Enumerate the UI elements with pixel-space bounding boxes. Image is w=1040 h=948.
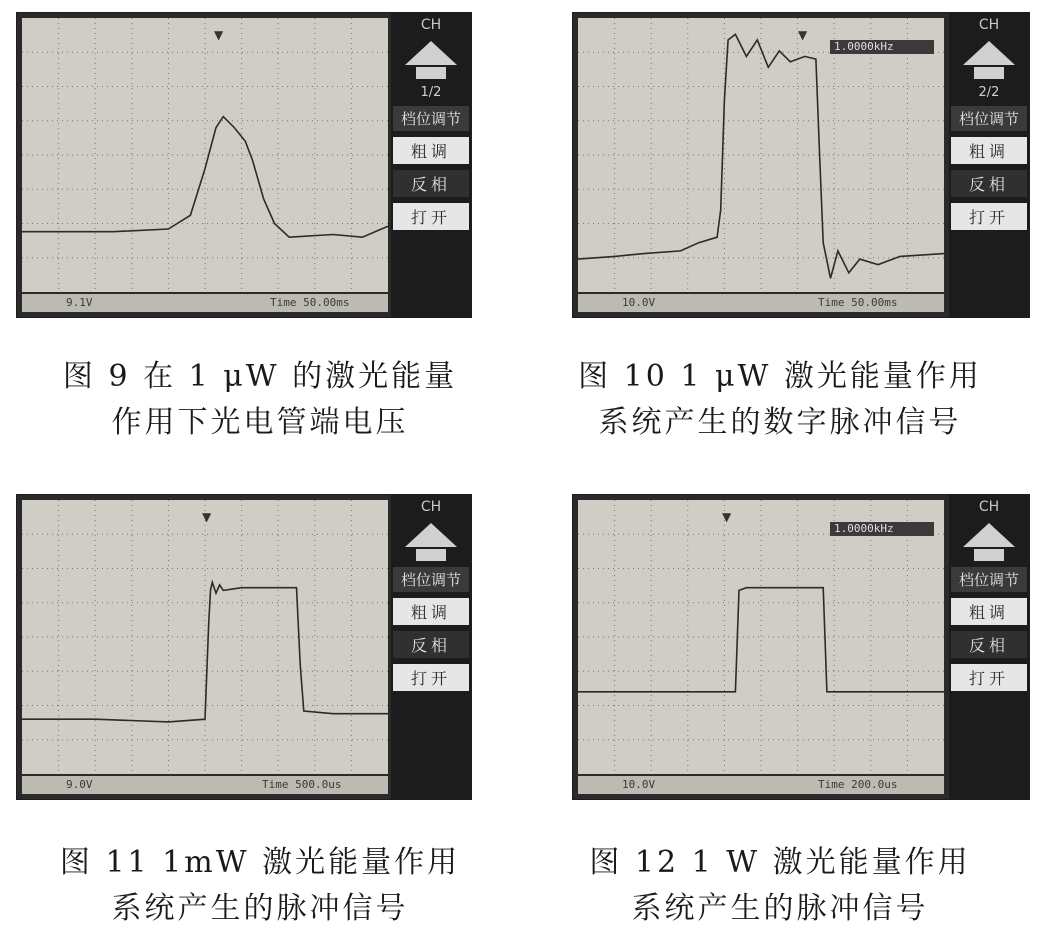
- scope-screen: [578, 18, 944, 292]
- status-volts: 9.1V: [66, 296, 93, 309]
- menu-item-open: 打开: [393, 203, 469, 230]
- menu-page-indicator: 2/2: [978, 85, 1000, 100]
- oscilloscope-screenshot-10: [572, 12, 1030, 318]
- status-time: Time 50.00ms: [270, 296, 350, 309]
- status-volts: 10.0V: [622, 778, 656, 791]
- figure-9: [0, 0, 520, 474]
- figure-caption: [520, 840, 1040, 932]
- trigger-marker-icon: ▼: [798, 28, 808, 42]
- channel-label: CH: [978, 499, 1000, 515]
- scope-side-menu: [391, 495, 471, 799]
- caption-line-2: 系统产生的脉冲信号: [631, 891, 929, 926]
- menu-item-invert: 反相: [951, 631, 1027, 658]
- status-bar: [578, 294, 944, 312]
- scope-screen: [578, 500, 944, 774]
- caption-line-2: 系统产生的脉冲信号: [111, 891, 409, 926]
- scope-trace-svg: [22, 500, 388, 774]
- status-volts: 9.0V: [66, 778, 93, 791]
- scope-trace-svg: [22, 18, 388, 292]
- menu-item-coarse: 粗调: [393, 598, 469, 625]
- status-bar: [578, 776, 944, 794]
- figure-11: [0, 474, 520, 948]
- freq-readout: 1.0000kHz: [830, 40, 934, 54]
- signal-trace: [578, 588, 944, 692]
- oscilloscope-screenshot-12: [572, 494, 1030, 800]
- menu-item-open: 打开: [393, 664, 469, 691]
- up-arrow-base-icon: [974, 67, 1004, 79]
- oscilloscope-screenshot-9: [16, 12, 472, 318]
- scope-trace-svg: [578, 500, 944, 774]
- status-volts: 10.0V: [622, 296, 656, 309]
- status-bar: [22, 294, 388, 312]
- figure-10: [520, 0, 1040, 474]
- figure-12: [520, 474, 1040, 948]
- menu-item-invert: 反相: [393, 170, 469, 197]
- signal-trace: [578, 34, 944, 278]
- status-time: Time 500.0us: [262, 778, 342, 791]
- menu-page-indicator: 1/2: [420, 85, 442, 100]
- signal-trace: [22, 117, 388, 238]
- menu-item-open: 打开: [951, 203, 1027, 230]
- figure-caption: [0, 840, 520, 932]
- menu-title: 档位调节: [951, 106, 1027, 131]
- status-bar: [22, 776, 388, 794]
- up-arrow-base-icon: [974, 549, 1004, 561]
- menu-item-coarse: 粗调: [951, 137, 1027, 164]
- freq-readout: 1.0000kHz: [830, 522, 934, 536]
- channel-label: CH: [978, 17, 1000, 33]
- scope-screen: [22, 18, 388, 292]
- figure-caption: [520, 354, 1040, 446]
- oscilloscope-screenshot-11: [16, 494, 472, 800]
- menu-item-coarse: 粗调: [951, 598, 1027, 625]
- signal-trace: [22, 582, 388, 722]
- scope-trace-svg: [578, 18, 944, 292]
- scope-side-menu: [949, 495, 1029, 799]
- scope-side-menu: [391, 13, 471, 317]
- status-time: Time 200.0us: [818, 778, 898, 791]
- menu-title: 档位调节: [393, 106, 469, 131]
- up-arrow-icon: [963, 41, 1015, 65]
- status-time: Time 50.00ms: [818, 296, 898, 309]
- up-arrow-icon: [963, 523, 1015, 547]
- scope-side-menu: [949, 13, 1029, 317]
- menu-item-coarse: 粗调: [393, 137, 469, 164]
- caption-line-1: 图 10 1 μW 激光能量作用: [578, 359, 982, 394]
- menu-item-open: 打开: [951, 664, 1027, 691]
- caption-line-1: 图 12 1 W 激光能量作用: [589, 845, 971, 880]
- channel-label: CH: [420, 17, 442, 33]
- trigger-marker-icon: ▼: [202, 510, 212, 524]
- scope-screen: [22, 500, 388, 774]
- up-arrow-base-icon: [416, 549, 446, 561]
- up-arrow-base-icon: [416, 67, 446, 79]
- caption-line-2: 系统产生的数字脉冲信号: [598, 405, 962, 440]
- menu-item-invert: 反相: [951, 170, 1027, 197]
- trigger-marker-icon: ▼: [214, 28, 224, 42]
- caption-line-1: 图 9 在 1 μW 的激光能量: [62, 359, 458, 394]
- menu-title: 档位调节: [951, 567, 1027, 592]
- trigger-marker-icon: ▼: [722, 510, 732, 524]
- channel-label: CH: [420, 499, 442, 515]
- menu-item-invert: 反相: [393, 631, 469, 658]
- menu-title: 档位调节: [393, 567, 469, 592]
- up-arrow-icon: [405, 523, 457, 547]
- caption-line-1: 图 11 1mW 激光能量作用: [59, 845, 461, 880]
- figure-caption: [0, 354, 520, 446]
- caption-line-2: 作用下光电管端电压: [111, 405, 409, 440]
- up-arrow-icon: [405, 41, 457, 65]
